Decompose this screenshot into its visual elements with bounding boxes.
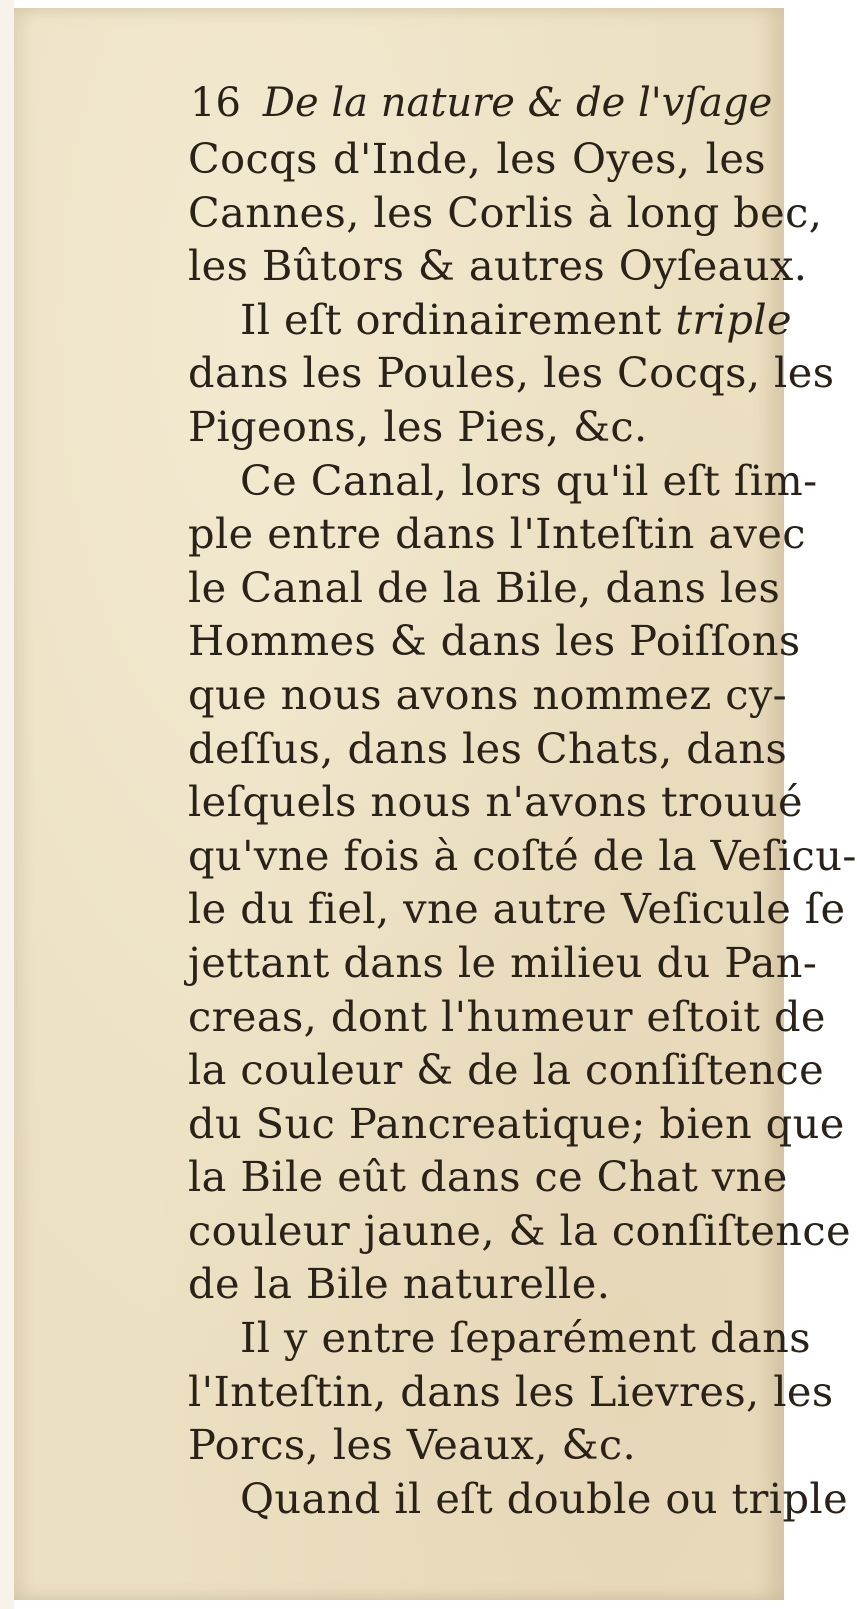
text-line: que nous avons nommez cy- — [188, 669, 788, 719]
text-line: le du fiel, vne autre Veſicule ſe — [188, 884, 846, 934]
text-line: deſſus, dans les Chats, dans — [188, 723, 788, 773]
text-line: de la Bile naturelle. — [188, 1259, 611, 1309]
emphasized-word: triple — [675, 294, 792, 344]
text-line: la Bile eût dans ce Chat vne — [188, 1152, 788, 1202]
text-line: les Bûtors & autres Oyſeaux. — [188, 241, 808, 291]
text-fragment: Il eſt ordinairement — [240, 294, 662, 344]
page-margin — [0, 0, 14, 1609]
text-line: Pigeons, les Pies, &c. — [188, 401, 648, 451]
text-line: Cannes, les Corlis à long bec, — [188, 187, 823, 237]
text-line: Hommes & dans les Poiſſons — [188, 616, 801, 666]
body-text — [188, 132, 857, 1525]
text-line: dans les Poules, les Cocqs, les — [188, 348, 835, 398]
text-line: jettant dans le milieu du Pan- — [188, 937, 818, 987]
text-line: ple entre dans l'Inteſtin avec — [188, 509, 806, 559]
text-line: leſquels nous n'avons trouué — [188, 777, 803, 827]
running-title: De la nature & de l'vſage — [262, 80, 773, 126]
text-line: le Canal de la Bile, dans les — [188, 562, 781, 612]
text-line: creas, dont l'humeur eſtoit de — [188, 991, 826, 1041]
text-line: Ce Canal, lors qu'il eſt ſim- — [240, 455, 818, 505]
text-line: qu'vne fois à coſté de la Veſicu- — [188, 830, 857, 880]
text-line: Quand il eſt double ou triple — [240, 1473, 849, 1523]
text-line: Porcs, les Veaux, &c. — [188, 1420, 637, 1470]
text-line: couleur jaune, & la conſiſtence — [188, 1205, 852, 1255]
text-line: Il y entre ſeparément dans — [240, 1313, 811, 1363]
text-line: l'Inteſtin, dans les Lievres, les — [188, 1366, 834, 1416]
text-line: la couleur & de la conſiſtence — [188, 1045, 825, 1095]
text-line: Cocqs d'Inde, les Oyes, les — [188, 134, 766, 183]
text-line — [188, 293, 792, 347]
text-line: du Suc Pancreatique; bien que — [188, 1098, 845, 1148]
page-number: 16 — [190, 80, 241, 126]
